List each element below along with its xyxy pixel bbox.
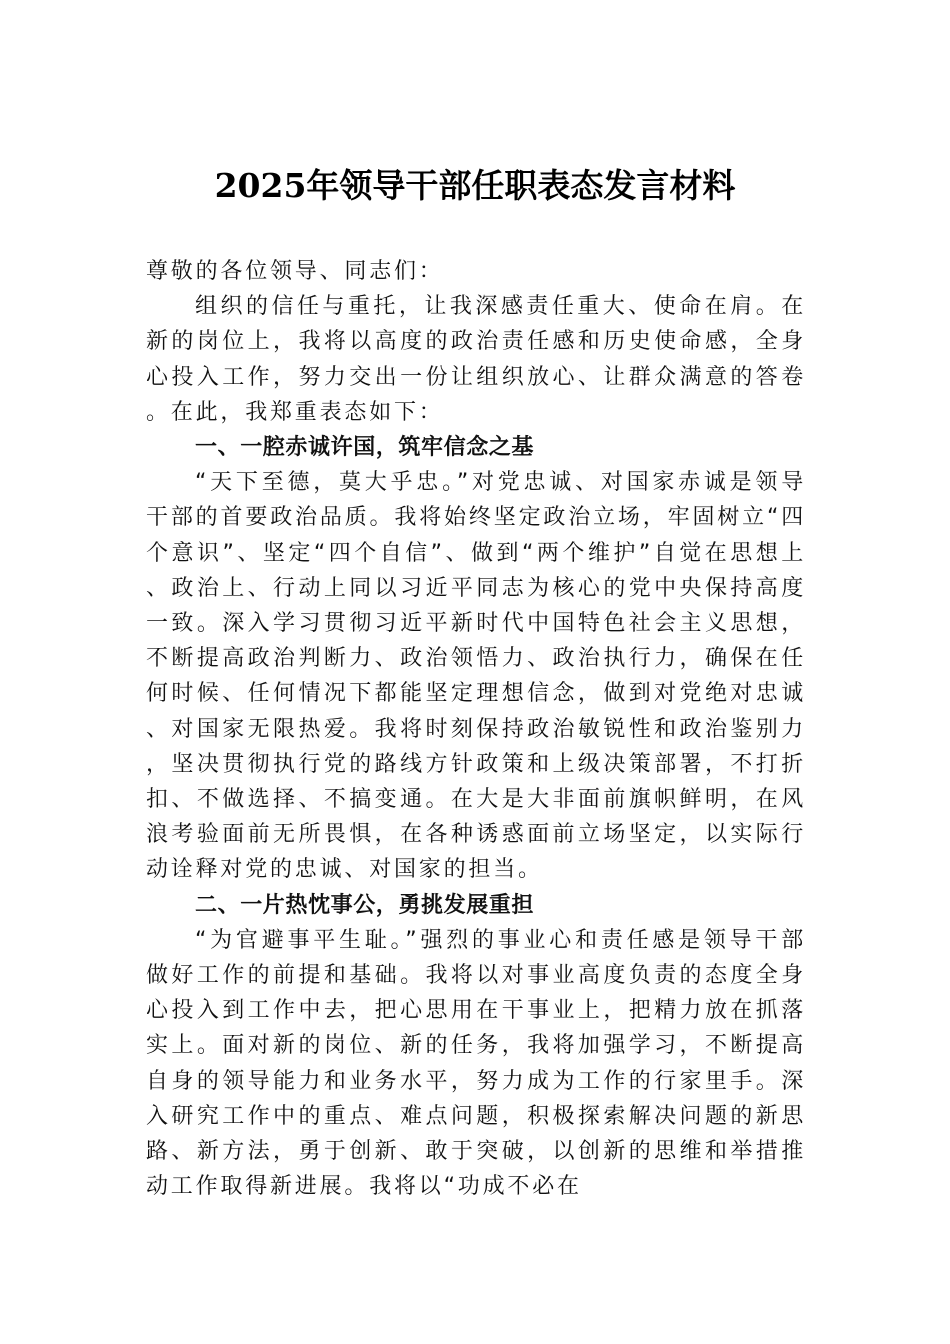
- intro-paragraph: 组织的信任与重托，让我深感责任重大、使命在肩。在新的岗位上，我将以高度的政治责任感和历史使命感，全身心投入工作，努力交出一份让组织放心、让群众满意的答卷。在此，我郑重表态如下：: [146, 294, 806, 425]
- document-title: 2025年领导干部任职表态发言材料: [214, 166, 736, 205]
- section-2-heading: 二、一片热忱事公，勇挑发展重担: [195, 892, 535, 918]
- section-2-paragraph: “为官避事平生耻。”强烈的事业心和责任感是领导干部做好工作的前提和基础。我将以对事业高度负责的态度全身心投入到工作中去，把心思用在干事业上，把精力放在抓落实上。面对新的岗位、新的任务，我将加强学习，不断提高自身的领导能力和业务水平，努力成为工作的行家里手。深入研究工作中的重点、难点问题，积极探索解决问题的新思路、新方法，勇于创新、敢于突破，以创新的思维和举措推动工作取得新进展。我将以“功成不必在: [146, 927, 806, 1200]
- document-body: [146, 254, 806, 1204]
- greeting: 尊敬的各位领导、同志们：: [146, 259, 444, 284]
- section-1-heading: 一、一腔赤诚许国，筑牢信念之基: [195, 435, 535, 461]
- section-1-paragraph: “天下至德，莫大乎忠。”对党忠诚、对国家赤诚是领导干部的首要政治品质。我将始终坚定政治立场，牢固树立“四个意识”、坚定“四个自信”、做到“两个维护”自觉在思想上、政治上、行动上同以习近平同志为核心的党中央保持高度一致。深入学习贯彻习近平新时代中国特色社会主义思想，不断提高政治判断力、政治领悟力、政治执行力，确保在任何时候、任何情况下都能坚定理想信念，做到对党绝对忠诚、对国家无限热爱。我将时刻保持政治敏锐性和政治鉴别力，坚决贯彻执行党的路线方针政策和上级决策部署，不打折扣、不做选择、不搞变通。在大是大非面前旗帜鲜明，在风浪考验面前无所畏惧，在各种诱惑面前立场坚定，以实际行动诠释对党的忠诚、对国家的担当。: [146, 470, 806, 883]
